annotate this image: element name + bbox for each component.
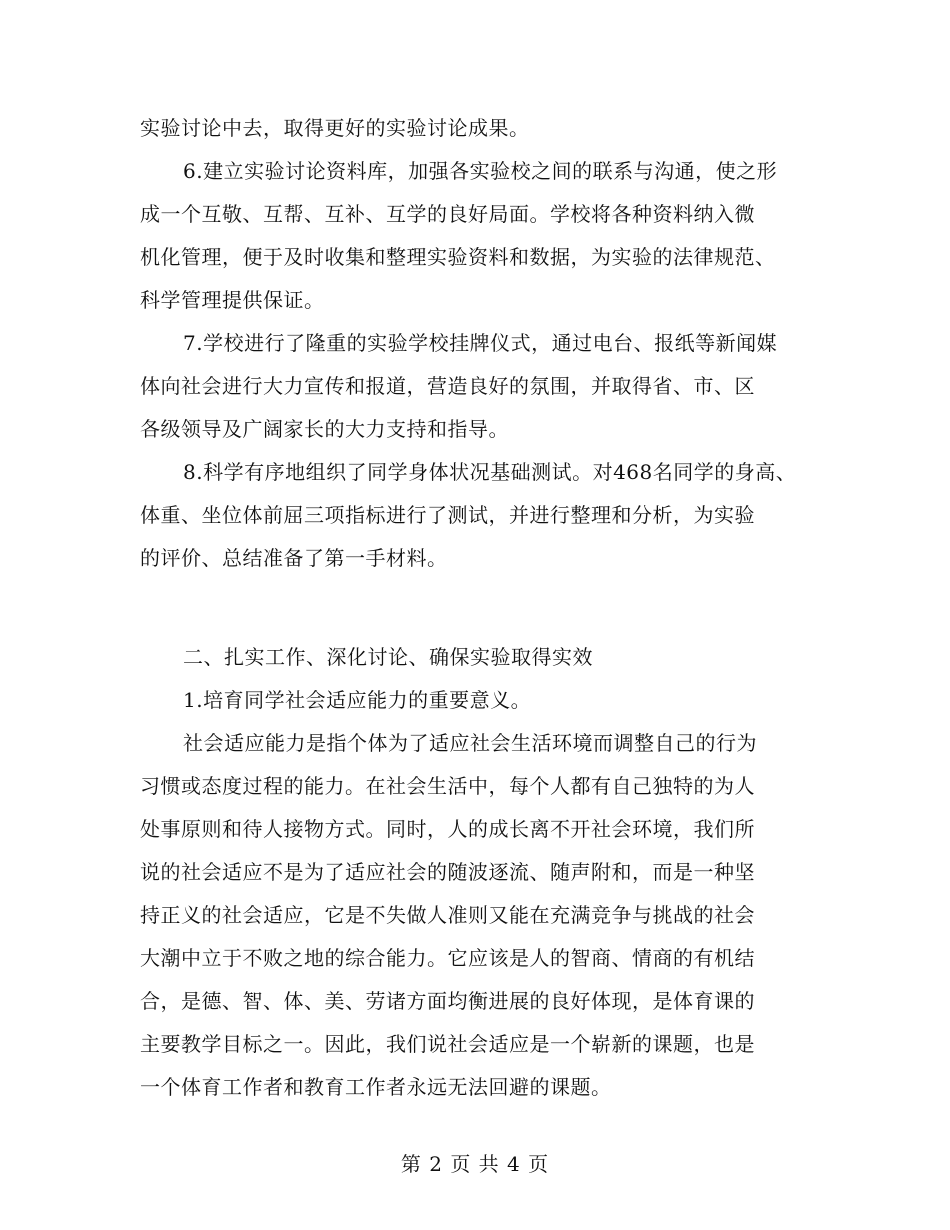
text-line: 持正义的社会适应，它是不失做人准则又能在充满竞争与挑战的社会 xyxy=(140,903,755,927)
text-line: 体向社会进行大力宣传和报道，营造良好的氛围，并取得省、市、区 xyxy=(140,374,755,398)
text-line: 处事原则和待人接物方式。同时，人的成长离不开社会环境，我们所 xyxy=(140,817,755,841)
text-line: 的评价、总结准备了第一手材料。 xyxy=(140,546,448,570)
text-line: 说的社会适应不是为了适应社会的随波逐流、随声附和，而是一种坚 xyxy=(140,860,755,884)
text-line: 各级领导及广阔家长的大力支持和指导。 xyxy=(140,417,509,441)
section-heading: 二、扎实工作、深化讨论、确保实验取得实效 xyxy=(183,645,593,669)
text-line: 社会适应能力是指个体为了适应社会生活环境而调整自己的行为 xyxy=(183,731,757,755)
text-line: 科学管理提供保证。 xyxy=(140,288,325,312)
text-line: 8.科学有序地组织了同学身体状况基础测试。对468名同学的身高、 xyxy=(183,460,797,484)
text-line: 机化管理，便于及时收集和整理实验资料和数据，为实验的法律规范、 xyxy=(140,245,776,269)
text-line: 一个体育工作者和教育工作者永远无法回避的课题。 xyxy=(140,1075,612,1099)
page-footer: 第 2 页 共 4 页 xyxy=(400,1152,550,1176)
text-line: 主要教学目标之一。因此，我们说社会适应是一个崭新的课题，也是 xyxy=(140,1032,755,1056)
text-line: 实验讨论中去，取得更好的实验讨论成果。 xyxy=(140,116,530,140)
text-line: 合，是德、智、体、美、劳诸方面均衡进展的良好体现，是体育课的 xyxy=(140,989,755,1013)
text-line: 7.学校进行了隆重的实验学校挂牌仪式，通过电台、报纸等新闻媒 xyxy=(183,331,778,355)
text-line: 习惯或态度过程的能力。在社会生活中，每个人都有自己独特的为人 xyxy=(140,774,755,798)
text-line: 体重、坐位体前屈三项指标进行了测试，并进行整理和分析，为实验 xyxy=(140,503,755,527)
subsection-heading: 1.培育同学社会适应能力的重要意义。 xyxy=(183,688,532,712)
text-line: 成一个互敬、互帮、互补、互学的良好局面。学校将各种资料纳入微 xyxy=(140,202,755,226)
text-line: 大潮中立于不败之地的综合能力。它应该是人的智商、情商的有机结 xyxy=(140,946,755,970)
text-line: 6.建立实验讨论资料库，加强各实验校之间的联系与沟通，使之形 xyxy=(183,159,778,183)
